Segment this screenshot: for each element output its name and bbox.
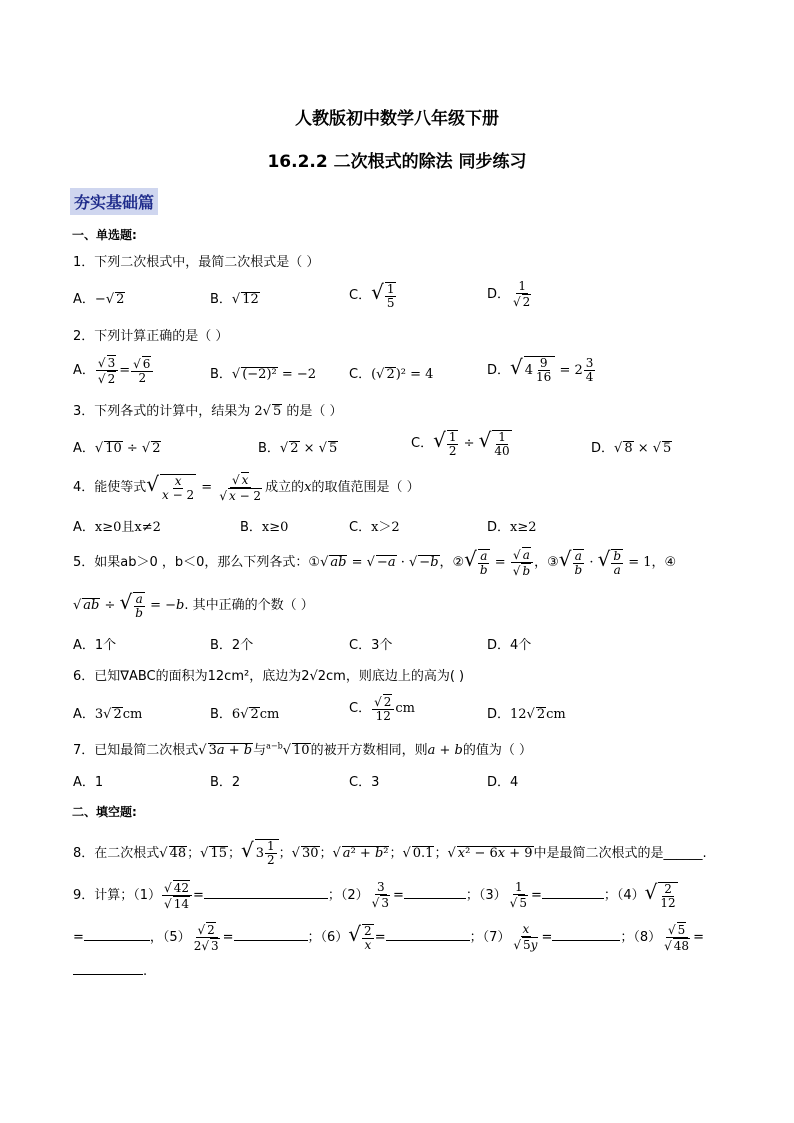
option-label: D．	[591, 441, 615, 456]
q9-answer-2-blank[interactable]	[404, 886, 466, 899]
q6-option-a: A．3√ 2cm	[73, 707, 143, 722]
question-7-stem: 7．已知最简二次根式√ 3a + b与$^{a-b}$√ 10的被开方数相同，则a + b的值为（ ）	[73, 741, 532, 758]
document-title: 人教版初中数学八年级下册	[295, 109, 499, 129]
q1-option-b: B．√ 12	[210, 292, 259, 307]
option-label: C．	[349, 288, 372, 303]
option-label: B．	[258, 441, 280, 456]
q4-option-b: B．x≥0	[240, 520, 289, 535]
option-label: A．	[73, 520, 95, 535]
option-label: C．	[349, 520, 372, 535]
q9-answer-4-blank[interactable]	[84, 928, 150, 941]
question-8-stem: 8．在二次根式√ 48；√ 15；√ 3 $\frac{1}{2}$ ；√ 30；√ a² + b²；√ 0.1；√ x² − 6x + 9中是最简二次根式的是______.	[73, 838, 707, 867]
option-label: C．	[349, 367, 372, 382]
q9-answer-7-blank[interactable]	[552, 928, 620, 941]
question-5-stem: 5．如果ab＞0 ，b＜0，那么下列各式：①√ ab = √ −a · √ −b，②√ $\frac{a}{b}$ = $\frac{√ a}{√ b}$ ，③√ $\frac{a}{b}$ · √ $\frac{b}{a}$ = 1，④	[73, 547, 677, 578]
option-label: C．	[411, 436, 434, 451]
section-heading-single-choice: 一、单选题:	[72, 228, 137, 242]
q1-option-d: D． $\frac{1}{√ 2}$	[487, 279, 531, 309]
option-label: C．	[349, 701, 372, 716]
q2-option-c: C．(√ 2)² = 4	[349, 367, 434, 382]
q3-option-d: D．√ 8 × √ 5	[591, 441, 672, 456]
question-5-line-2: √ ab ÷ √ $\frac{a}{b}$ = −b. 其中正确的个数（ ）	[73, 590, 314, 620]
q9-answer-3-blank[interactable]	[542, 886, 604, 899]
q4-option-a: A．x≥0且x≠2	[73, 520, 161, 535]
q1-option-c: C．√ $\frac{1}{5}$	[349, 280, 395, 310]
section-badge: 夯实基础篇	[70, 188, 158, 215]
question-4-stem: 4．能使等式√ $\frac{x}{x - 2}$ = $\frac{√ x}{√ x - 2}$ 成立的x的取值范围是（ ）	[73, 472, 420, 503]
q2-option-a: A． $\frac{√ 3}{√ 2}$ = $\frac{√ 6}{2}$	[73, 355, 154, 386]
question-6-stem: 6．已知∇ABC的面积为12cm²，底边为2√2cm，则底边上的高为( )	[73, 669, 465, 684]
option-label: D．	[487, 287, 511, 302]
question-1-stem: 1．下列二次根式中，最简二次根式是（ ）	[73, 255, 320, 270]
q5-option-c: C．3个	[349, 638, 393, 653]
q1-option-a: A．−√ 2	[73, 292, 125, 307]
section-heading-fill-blank: 二、填空题:	[72, 805, 137, 819]
q5-option-d: D．4个	[487, 638, 532, 653]
option-label: D．	[487, 707, 511, 722]
option-label: D．	[487, 363, 511, 378]
q3-option-c: C．√ $\frac{1}{2}$ ÷ √ $\frac{1}{40}$	[411, 428, 510, 458]
q7-option-b: B．2	[210, 775, 241, 790]
option-label: A．	[73, 292, 95, 307]
option-label: B．	[210, 292, 232, 307]
q4-option-d: D．x≥2	[487, 520, 537, 535]
q7-option-c: C．3	[349, 775, 380, 790]
q9-answer-1-blank[interactable]	[204, 886, 328, 899]
q5-option-a: A．1个	[73, 638, 117, 653]
option-label: D．	[487, 520, 511, 535]
q7-option-d: D．4	[487, 775, 519, 790]
q2-option-d: D．√ 4 $\frac{9}{16}$ = 2 $\frac{3}{4}$	[487, 355, 594, 384]
q3-option-b: B．√ 2 × √ 5	[258, 441, 338, 456]
option-label: B．	[210, 707, 232, 722]
q3-option-a: A．√ 10 ÷ √ 2	[73, 441, 161, 456]
q5-option-b: B．2个	[210, 638, 254, 653]
option-label: A．	[73, 441, 95, 456]
q6-option-d: D．12√ 2cm	[487, 707, 566, 722]
question-2-stem: 2．下列计算正确的是（ ）	[73, 329, 229, 344]
q7-option-a: A．1	[73, 775, 104, 790]
question-9-line-3: .	[73, 962, 147, 979]
option-label: A．	[73, 707, 95, 722]
q4-option-c: C．x＞2	[349, 520, 400, 535]
question-3-stem: 3．下列各式的计算中，结果为 2√ 5 的是（ ）	[73, 404, 343, 419]
q9-answer-8-blank[interactable]	[73, 962, 143, 975]
q6-option-b: B．6√ 2cm	[210, 707, 280, 722]
document-subtitle: 16.2.2 二次根式的除法 同步练习	[267, 152, 527, 172]
question-9-line-1: 9．计算；（1） $\frac{√ 42}{√ 14}$ = ；（2） $\frac{3}{√ 3}$ = ；（3） $\frac{1}{√ 5}$ = ；（4）√ $\frac{2}{12}$	[73, 880, 676, 911]
question-9-line-2: = ，（5） $\frac{√ 2}{2√ 3}$ = ；（6）√ $\frac{2}{x}$ = ；（7） $\frac{x}{√ 5y}$ = ；（8） $\frac{√ 5}{√ 48}$ =	[73, 922, 704, 953]
option-label: B．	[210, 367, 232, 382]
option-label: B．	[240, 520, 262, 535]
q2-option-b: B．√ (−2)² = −2	[210, 367, 317, 382]
q9-answer-5-blank[interactable]	[234, 928, 308, 941]
q9-answer-6-blank[interactable]	[386, 928, 470, 941]
q6-option-c: C． $\frac{√ 2}{12}$ cm	[349, 695, 415, 723]
option-label: A．	[73, 363, 95, 378]
